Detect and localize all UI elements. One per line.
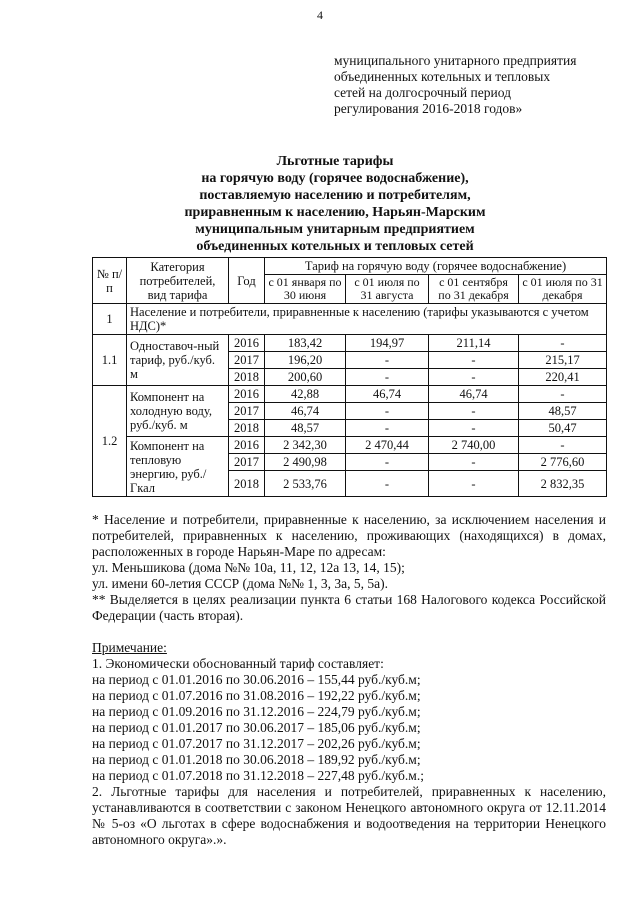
- note-1-line: на период с 01.01.2016 по 30.06.2016 – 155,44 руб./куб.м;: [92, 672, 421, 687]
- value-cell: 194,97: [346, 335, 429, 352]
- value-cell: -: [519, 386, 607, 403]
- value-cell: -: [346, 471, 429, 497]
- col-year-header: Год: [229, 258, 265, 304]
- year-cell: 2018: [229, 471, 265, 497]
- note-1-line: на период с 01.01.2017 по 30.06.2017 – 185,06 руб./куб.м;: [92, 720, 421, 735]
- year-cell: 2016: [229, 335, 265, 352]
- category-cell: Одноставоч-ный тариф, руб./куб. м: [127, 335, 229, 386]
- footnote-address: ул. имени 60-летия СССР (дома №№ 1, 3, 3а, 5, 5а).: [92, 576, 388, 591]
- footnote-address: ул. Меньшикова (дома №№ 10а, 11, 12, 12а 13, 14, 15);: [92, 560, 405, 575]
- row-number: 1.1: [93, 335, 127, 386]
- year-cell: 2018: [229, 420, 265, 437]
- value-cell: 50,47: [519, 420, 607, 437]
- value-cell: 200,60: [265, 369, 346, 386]
- value-cell: 48,57: [519, 403, 607, 420]
- table-header-row: [93, 258, 607, 275]
- year-cell: 2016: [229, 386, 265, 403]
- tariff-table: [92, 257, 607, 497]
- table-row: [93, 335, 607, 352]
- value-cell: -: [429, 454, 519, 471]
- value-cell: 220,41: [519, 369, 607, 386]
- value-cell: -: [429, 369, 519, 386]
- value-cell: 48,57: [265, 420, 346, 437]
- note-1-intro: 1. Экономически обоснованный тариф составляет:: [92, 656, 384, 671]
- notes-section: [92, 640, 606, 848]
- table-row: [93, 386, 607, 403]
- col-category-header: Категория потребителей, вид тарифа: [127, 258, 229, 304]
- category-cell: Компонент на холодную воду, руб./куб. м: [127, 386, 229, 437]
- year-cell: 2018: [229, 369, 265, 386]
- year-cell: 2017: [229, 352, 265, 369]
- title-line: муниципальным унитарным предприятием: [195, 222, 475, 237]
- group-label: Население и потребители, приравненные к населению (тарифы указываются с учетом НДС)*: [127, 304, 607, 335]
- note-1-line: на период с 01.07.2017 по 31.12.2017 – 202,26 руб./куб.м;: [92, 736, 421, 751]
- footnote-population: * Население и потребители, приравненные к населению, за исключением населения и потребителей, приравненных к населению, проживающих (находящихся) в домах, расположенных в городе Нарьян-Маре по адресам:: [92, 512, 606, 559]
- value-cell: -: [346, 403, 429, 420]
- period-header: с 01 сентября по 31 декабря: [429, 275, 519, 304]
- year-cell: 2017: [229, 403, 265, 420]
- note-2: 2. Льготные тарифы для населения и потребителей, приравненных к населению, устанавливаются в соответствии с законом Ненецкого автономного округа от 12.11.2014 № 5-оз «О льготах в сфере водоснабжения и водоотведения на территории Ненецкого автономного округа».».: [92, 784, 606, 847]
- table-row: [93, 304, 607, 335]
- value-cell: 2 342,30: [265, 437, 346, 454]
- value-cell: 46,74: [346, 386, 429, 403]
- footnote-vat: ** Выделяется в целях реализации пункта 6 статьи 168 Налогового кодекса Российской Федерации (часть вторая).: [92, 592, 606, 623]
- title-line: на горячую воду (горячее водоснабжение),: [201, 171, 469, 186]
- row-number: 1: [93, 304, 127, 335]
- value-cell: 46,74: [265, 403, 346, 420]
- value-cell: 196,20: [265, 352, 346, 369]
- value-cell: -: [346, 454, 429, 471]
- value-cell: -: [429, 403, 519, 420]
- period-header: с 01 июля по 31 декабря: [519, 275, 607, 304]
- value-cell: 2 776,60: [519, 454, 607, 471]
- footnotes: [92, 512, 606, 624]
- value-cell: 2 832,35: [519, 471, 607, 497]
- value-cell: -: [519, 437, 607, 454]
- value-cell: -: [346, 352, 429, 369]
- note-1-line: на период с 01.01.2018 по 30.06.2018 – 189,92 руб./куб.м;: [92, 752, 421, 767]
- value-cell: -: [346, 369, 429, 386]
- header-line: сетей на долгосрочный период: [334, 85, 511, 100]
- value-cell: -: [429, 420, 519, 437]
- header-line: регулирования 2016-2018 годов»: [334, 101, 523, 116]
- note-1-line: на период с 01.07.2016 по 31.08.2016 – 192,22 руб./куб.м;: [92, 688, 421, 703]
- title-line: поставляемую населению и потребителям,: [199, 188, 471, 203]
- document-title: [90, 153, 580, 255]
- page-number: 4: [317, 8, 323, 22]
- header-line: муниципального унитарного предприятия: [334, 53, 577, 68]
- value-cell: 42,88: [265, 386, 346, 403]
- value-cell: 183,42: [265, 335, 346, 352]
- note-1-line: на период с 01.09.2016 по 31.12.2016 – 224,79 руб./куб.м;: [92, 704, 421, 719]
- notes-heading: Примечание:: [92, 640, 167, 655]
- value-cell: 2 533,76: [265, 471, 346, 497]
- col-num-header: № п/п: [93, 258, 127, 304]
- value-cell: 2 470,44: [346, 437, 429, 454]
- value-cell: -: [429, 352, 519, 369]
- row-number: 1.2: [93, 386, 127, 497]
- note-1-line: на период с 01.07.2018 по 31.12.2018 – 227,48 руб./куб.м.;: [92, 768, 424, 783]
- value-cell: -: [429, 471, 519, 497]
- title-line: Льготные тарифы: [276, 154, 394, 169]
- table-row: [93, 437, 607, 454]
- value-cell: 211,14: [429, 335, 519, 352]
- period-header: с 01 июля по 31 августа: [346, 275, 429, 304]
- value-cell: 46,74: [429, 386, 519, 403]
- value-cell: -: [346, 420, 429, 437]
- year-cell: 2017: [229, 454, 265, 471]
- value-cell: 2 490,98: [265, 454, 346, 471]
- header-line: объединенных котельных и тепловых: [334, 69, 551, 84]
- value-cell: 2 740,00: [429, 437, 519, 454]
- title-line: объединенных котельных и тепловых сетей: [196, 239, 474, 254]
- title-line: приравненным к населению, Нарьян-Марским: [184, 205, 486, 220]
- col-tariff-header: Тариф на горячую воду (горячее водоснабжение): [265, 258, 607, 275]
- value-cell: 215,17: [519, 352, 607, 369]
- category-cell: Компонент на тепловую энергию, руб./Гкал: [127, 437, 229, 497]
- year-cell: 2016: [229, 437, 265, 454]
- value-cell: -: [519, 335, 607, 352]
- period-header: с 01 января по 30 июня: [265, 275, 346, 304]
- header-block: [334, 53, 634, 117]
